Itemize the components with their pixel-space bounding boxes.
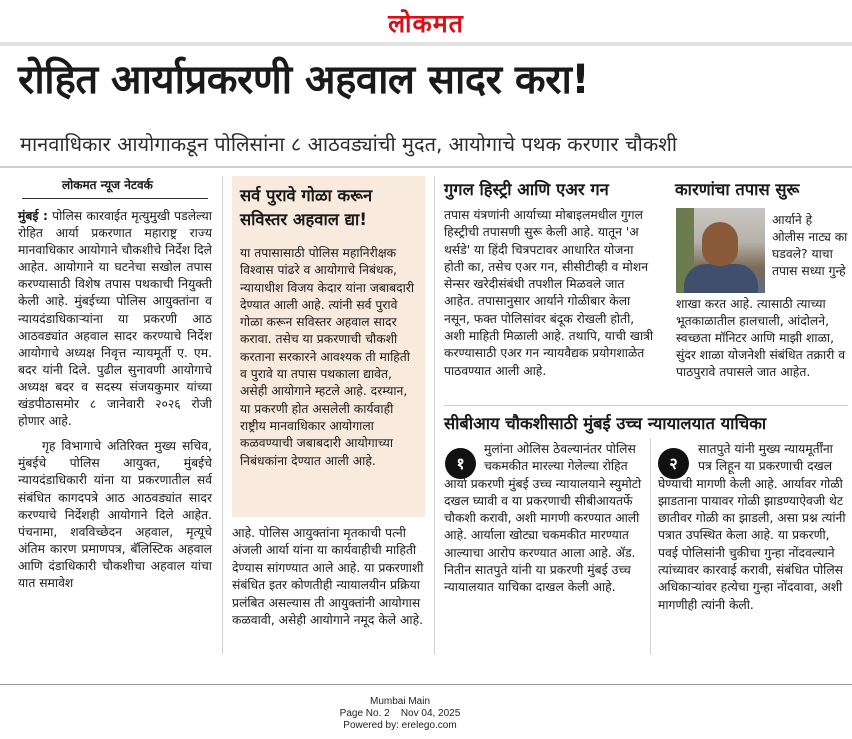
byline: लोकमत न्यूज नेटवर्क xyxy=(62,178,153,192)
column-divider xyxy=(434,176,435,654)
petition-item-2 xyxy=(658,441,848,614)
google-history-body: तपास यंत्रणांनी आर्याच्या मोबाइलमधील गुगल हिस्ट्रीची तपासणी सुरू केली आहे. यातून 'अ थर्सडे' या हिंदी चित्रपटावर आधारित योजना होती का, तसेच एअर गन, सीसीटीव्ही व मोशन सेन्सर खरेदीसंबंधी तपशील मिळवले जात आहेत. तपासानुसार आर्याने गोळीबार केला नसून, फक्त पोलिसांवर बंदूक रोखली होती, अशी माहिती मिळाली आहे. तथापि, याची खात्री करण्यासाठी एअर गन न्यायवैद्यक प्रयोगशाळेत पाठवण्यात आली आहे. xyxy=(444,208,654,378)
petition-item-2-text: सातपुते यांनी मुख्य न्यायमूर्तींना पत्र लिहून या प्रकरणाची दखल घेण्याची मागणी केली आहे. आर्यावर गोळी झाडताना पायावर गोळी झाडण्याऐवजी थेट छातीवर गोळी का झाडली, असा प्रश्न त्यांनी पत्रात उपस्थित केला आहे. या प्रकरणी, पवई पोलिसांनी चुकीचा गुन्हा नोंदवल्याने त्यांच्यावर कारवाई करावी, संबंधित पोलिस अधिकाऱ्यांवर हत्येचा गुन्हा नोंदवावा, अशी मागणीही त्यांनी केली. xyxy=(658,442,846,612)
petition-heading: सीबीआय चौकशीसाठी मुंबई उच्च न्यायालयात याचिका xyxy=(444,414,767,433)
paragraph-continued: आहे. पोलिस आयुक्तांना मृतकाची पत्नी अंजली आर्या यांना या कार्यवाहीची माहिती देण्यास सांगण्यात आले आहे. या प्रकरणाशी संबंधित इतर कोणतीही न्यायालयीन प्रक्रिया प्रलंबित असल्यास ती आयुक्तांनी आयोगास कळवावी, असेही आयोगाने नमूद केले आहे. xyxy=(232,526,424,628)
article-headline: रोहित आर्याप्रकरणी अहवाल सादर करा! xyxy=(18,57,590,103)
petition-item-1-text: मुलांना ओलिस ठेवल्यानंतर पोलिस चकमकीत मारल्या गेलेल्या रोहित आर्या प्रकरणी मुंबई उच्च न्यायालयाने स्युमोटो दखल घ्यावी व या प्रकरणाची सीबीआयतर्फे चौकशी करावी, अशी मागणी करण्यात आली आहे. आर्याला खोट्या चकमकीत मारण्यात आल्याचा आरोप करण्यात आला आहे. ॲड. नितीन सातपुते यांनी या प्रकरणी मुंबई उच्च न्यायालयात याचिका दाखल केली आहे. xyxy=(444,442,642,595)
badge-spacer xyxy=(658,441,698,471)
reasons-body-side: आर्याने हे ओलीस नाट्य का घडवले? याचा तपास सध्या गुन्हे xyxy=(772,213,848,279)
headline-divider xyxy=(0,166,852,168)
reasons-heading: कारणांचा तपास सुरू xyxy=(675,180,800,199)
section-divider xyxy=(444,405,848,406)
photo-shirt xyxy=(684,264,758,293)
column-divider xyxy=(650,438,651,654)
number-badge: १ xyxy=(445,448,476,479)
masthead-divider xyxy=(0,42,852,46)
box-heading: सर्व पुरावे गोळा करून सविस्तर अहवाल द्या! xyxy=(240,186,373,229)
article-subheadline: मानवाधिकार आयोगाकडून पोलिसांना ८ आठवड्यांची मुदत, आयोगाचे पथक करणार चौकशी xyxy=(20,132,677,156)
petition-item-1 xyxy=(444,441,646,597)
number-badge: २ xyxy=(658,448,689,479)
photo-face xyxy=(702,222,738,266)
masthead-logo: लोकमत xyxy=(388,9,464,38)
reasons-body: शाखा करत आहे. त्यासाठी त्याच्या भूतकाळातील हालचाली, आंदोलने, स्वच्छता मॉनिटर आणि माझी शाळा, सुंदर शाळा योजनेशी संबंधित तक्रारी व पाठपुरावे तपासले जात आहेत. xyxy=(676,297,846,380)
footer-powered-by[interactable]: Powered by: erelego.com xyxy=(343,720,457,731)
box-body: या तपासासाठी पोलिस महानिरीक्षक विश्वास पांढरे व आयोगाचे निबंधक, न्यायाधीश विजय केदार यांना जबाबदारी देण्यात आली आहे. त्यांनी सर्व पुरावे गोळा करून सविस्तर अहवाल सादर करावा. तसेच या प्रकरणाची चौकशी करताना सरकारने आवश्यक ती माहिती व पुरावे या तपास पथकाला द्यावेत, असेही आयोगाने म्हटले आहे. दरम्यान, या प्रकरणी होत असलेली कार्यवाही राष्ट्रीय मानवाधिकार आयोगाला कळवण्याची जबाबदारी आयोगाच्या निबंधकांना देण्यात आली आहे. xyxy=(240,246,415,468)
byline-rule xyxy=(22,198,208,199)
dateline: मुंबई : xyxy=(18,209,48,223)
article-column-1 xyxy=(18,208,212,600)
paragraph-1: पोलिस कारवाईत मृत्युमुखी पडलेल्या रोहित आर्या प्रकरणात महाराष्ट्र राज्य मानवाधिकार आयोगाने चौकशीचे निर्देश दिले आहेत. आयोगाने या घटनेचा सखोल तपास करण्यासाठी विशेष तपास पथकाची नियुक्ती केली आहे. मुंबईच्या पोलिस आयुक्तांना व न्यायदंडाधिकाऱ्यांना या प्रकरणी आठ आठवड्यांत अहवाल सादर करण्याचे निर्देश आयोगाचे अध्यक्ष निवृत्त न्यायमूर्ती ए. एम. बदर यांनी दिले. पुढील सुनावणी आयोगाचे अध्यक्ष बदर व सदस्य संजयकुमार यांच्या खंडपीठासमोर ८ जानेवारी २०२६ रोजी होणार आहे. xyxy=(18,209,212,429)
person-photo xyxy=(676,208,765,293)
footer-edition: Mumbai Main xyxy=(369,696,431,707)
page-bottom-rule xyxy=(0,684,852,685)
paragraph-2: गृह विभागाचे अतिरिक्त मुख्य सचिव, मुंबईचे पोलिस आयुक्त, मुंबईचे न्यायदंडाधिकारी यांना या प्रकरणातील सर्व संबंधित कागदपत्रे आठ आठवड्यांत सादर करण्याचे निर्देशही आयोगाने दिले आहेत. पंचनामा, शवविच्छेदन अहवाल, मृत्यूचे अंतिम कारण प्रमाणपत्र, बॅलिस्टिक अहवाल आणि दंडाधिकारी चौकशीचा अहवाल यांचा यात समावेश xyxy=(18,439,212,590)
column-divider xyxy=(222,176,223,654)
badge-spacer xyxy=(444,441,484,471)
footer-page-date: Page No. 2 Nov 04, 2025 xyxy=(339,708,461,719)
google-history-heading: गुगल हिस्ट्री आणि एअर गन xyxy=(444,180,609,199)
